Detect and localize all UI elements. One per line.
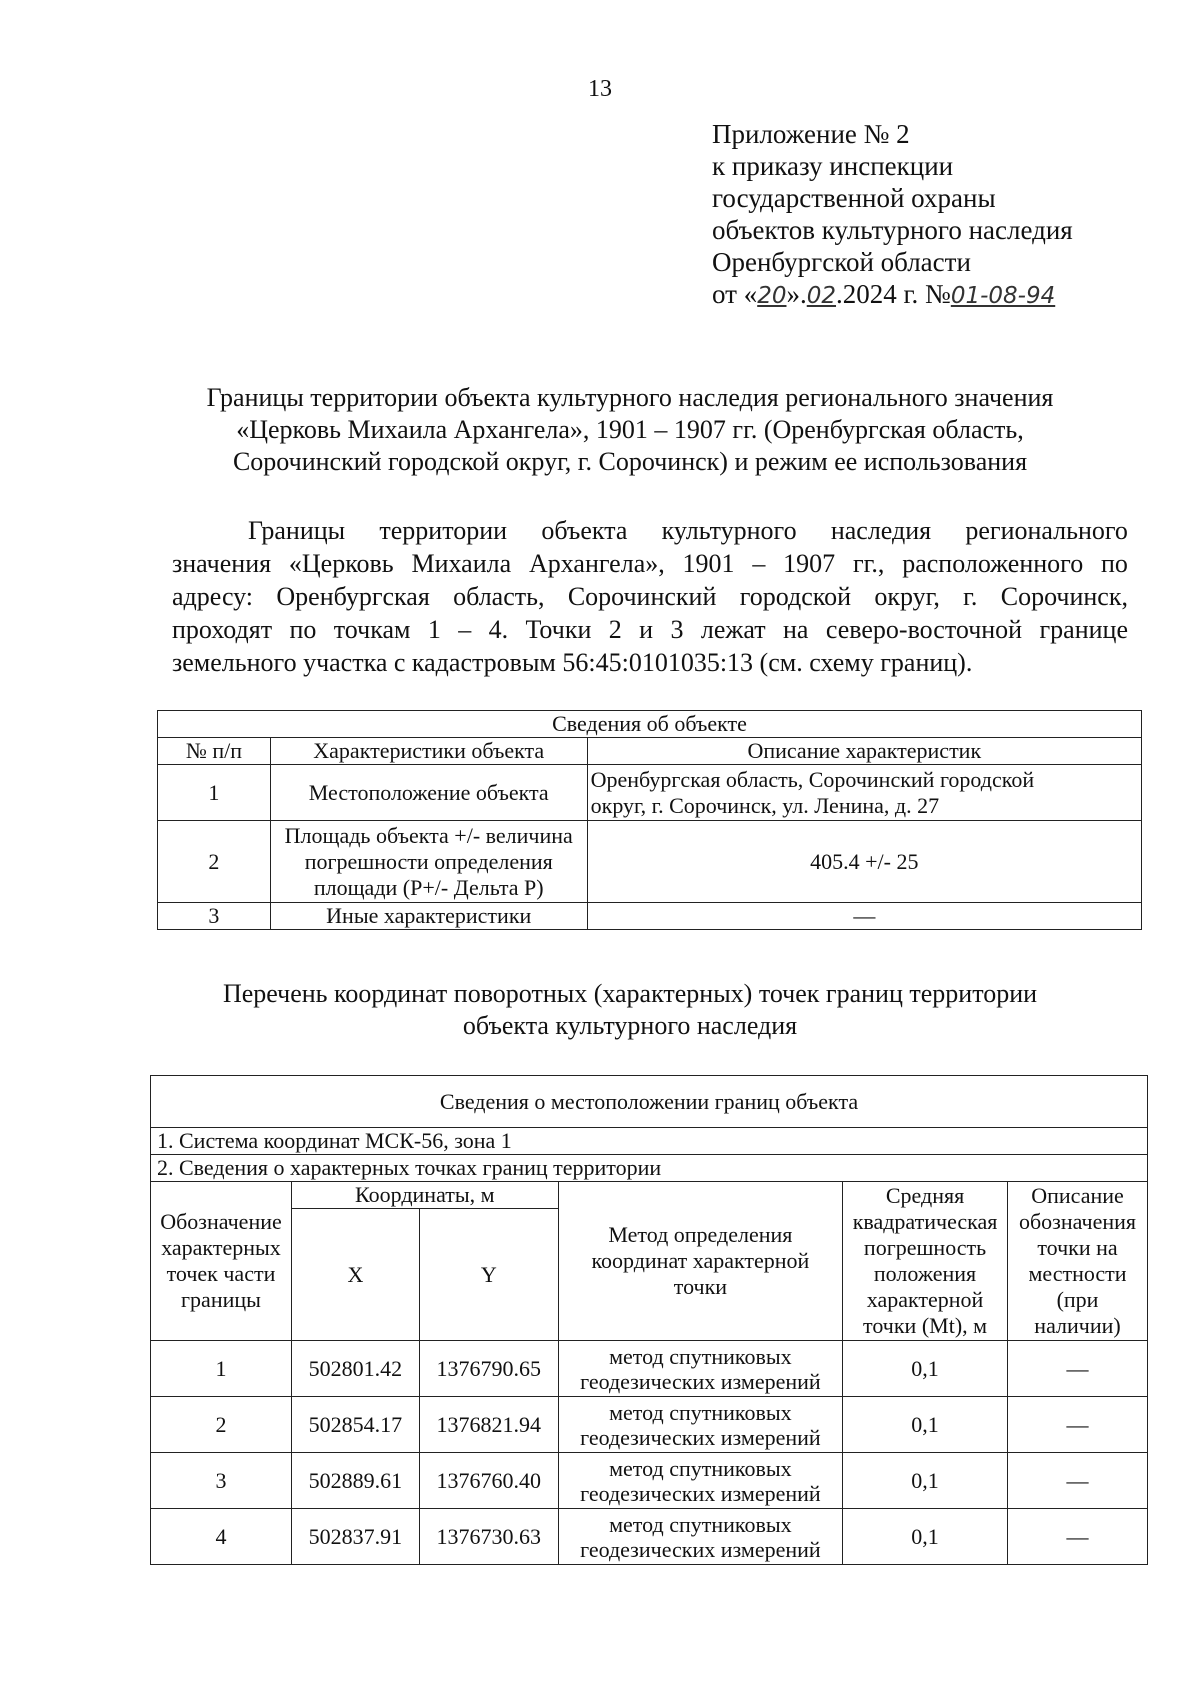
paragraph-word: территории bbox=[379, 516, 508, 545]
header-line: Метод определения bbox=[608, 1222, 793, 1247]
paragraph-word: округ, bbox=[874, 582, 940, 611]
header-line: Обозначение bbox=[160, 1209, 282, 1234]
paragraph-word: Михаила bbox=[411, 549, 512, 578]
column-header-designation bbox=[151, 1182, 292, 1341]
paragraph-line bbox=[172, 613, 1128, 646]
paragraph-word: проходят bbox=[172, 615, 273, 644]
paragraph-word: объекта bbox=[541, 516, 628, 545]
paragraph-word: Границы bbox=[248, 516, 346, 545]
header-line: Описание bbox=[1031, 1183, 1124, 1208]
appendix-date-line bbox=[712, 278, 1073, 312]
header-line: Средняя bbox=[885, 1183, 965, 1208]
method-line: метод спутниковых bbox=[609, 1343, 792, 1369]
point-method bbox=[558, 1341, 842, 1397]
method-line: метод спутниковых bbox=[609, 1399, 792, 1425]
column-header-method bbox=[558, 1182, 842, 1341]
paragraph-word: северо-восточной bbox=[825, 615, 1023, 644]
paragraph-word: 1907 bbox=[783, 549, 836, 578]
paragraph-word: наследия bbox=[830, 516, 932, 545]
paragraph-line bbox=[172, 580, 1128, 613]
coordinate-system-row: 1. Система координат МСК-56, зона 1 bbox=[151, 1128, 1148, 1155]
method-line: метод спутниковых bbox=[609, 1455, 792, 1481]
coordinates-table-caption: Сведения о местоположении границ объекта bbox=[151, 1076, 1148, 1128]
heading-line: объекта культурного наследия bbox=[462, 1011, 798, 1040]
row-characteristic: Местоположение объекта bbox=[270, 765, 587, 821]
description-line: Оренбургская область, Сорочинский городской bbox=[590, 766, 1035, 792]
paragraph-word: Точки bbox=[525, 615, 592, 644]
header-line: обозначения bbox=[1018, 1209, 1137, 1234]
point-error: 0,1 bbox=[843, 1397, 1008, 1453]
method-line: геодезических измерений bbox=[580, 1536, 821, 1562]
paragraph-line bbox=[172, 547, 1128, 580]
paragraph-word: по bbox=[1101, 549, 1128, 578]
method-line: геодезических измерений bbox=[580, 1424, 821, 1450]
characteristic-line: площади (P+/- Дельта P) bbox=[313, 874, 544, 900]
handwritten-order-number: 01-08-94 bbox=[950, 283, 1056, 309]
handwritten-day: 20 bbox=[757, 283, 787, 309]
paragraph-word: область, bbox=[453, 582, 545, 611]
paragraph-word: границе bbox=[1039, 615, 1128, 644]
paragraph-word: на bbox=[782, 615, 809, 644]
row-number: 2 bbox=[158, 821, 271, 903]
column-header-error bbox=[843, 1182, 1008, 1341]
column-header-description: Описание характеристик bbox=[587, 738, 1141, 765]
paragraph-word: и bbox=[639, 615, 654, 644]
row-description: — bbox=[587, 903, 1141, 930]
paragraph-word: 1 bbox=[427, 615, 441, 644]
header-line: границы bbox=[181, 1287, 261, 1312]
coordinates-table bbox=[150, 1075, 1148, 1565]
heading-line: Перечень координат поворотных (характерных) точек границ территории bbox=[222, 979, 1038, 1008]
paragraph-word: Архангела», bbox=[528, 549, 665, 578]
point-y: 1376790.65 bbox=[419, 1341, 558, 1397]
point-number: 2 bbox=[151, 1397, 292, 1453]
page-number: 13 bbox=[588, 76, 612, 102]
point-method bbox=[558, 1397, 842, 1453]
point-number: 4 bbox=[151, 1509, 292, 1565]
paragraph-word: культурного bbox=[661, 516, 797, 545]
header-line: координат характерной bbox=[591, 1248, 810, 1273]
appendix-line: к приказу инспекции bbox=[712, 151, 954, 181]
point-description: — bbox=[1008, 1397, 1148, 1453]
column-header-number: № п/п bbox=[158, 738, 271, 765]
paragraph-word: лежат bbox=[700, 615, 766, 644]
paragraph-word: точкам bbox=[333, 615, 411, 644]
row-description bbox=[587, 765, 1141, 821]
header-line: квадратическая bbox=[852, 1209, 998, 1234]
paragraph-word: 1901 bbox=[682, 549, 735, 578]
header-line: (при bbox=[1056, 1287, 1099, 1312]
header-line: точек части bbox=[166, 1261, 276, 1286]
table-row bbox=[158, 821, 1142, 903]
date-year: .2024 г. № bbox=[836, 279, 951, 309]
paragraph-word: г. bbox=[963, 582, 978, 611]
column-header-characteristic: Характеристики объекта bbox=[270, 738, 587, 765]
table-row bbox=[151, 1341, 1148, 1397]
paragraph-word: Оренбургская bbox=[276, 582, 430, 611]
header-line: наличии) bbox=[1034, 1313, 1121, 1338]
point-description: — bbox=[1008, 1509, 1148, 1565]
row-number: 1 bbox=[158, 765, 271, 821]
point-error: 0,1 bbox=[843, 1341, 1008, 1397]
paragraph-word: 2 bbox=[608, 615, 622, 644]
column-header-y: Y bbox=[419, 1209, 558, 1341]
row-characteristic bbox=[270, 821, 587, 903]
column-header-x: X bbox=[291, 1209, 419, 1341]
title-line: Границы территории объекта культурного наследия регионального значения bbox=[206, 383, 1054, 412]
appendix-line: государственной охраны bbox=[712, 183, 996, 213]
header-line: положения bbox=[873, 1261, 977, 1286]
paragraph-word: Сорочинск, bbox=[1000, 582, 1128, 611]
point-y: 1376821.94 bbox=[419, 1397, 558, 1453]
header-line: точки bbox=[673, 1274, 728, 1299]
paragraph-word: адресу: bbox=[172, 582, 254, 611]
points-section-row: 2. Сведения о характерных точках границ территории bbox=[151, 1155, 1148, 1182]
table-row bbox=[151, 1509, 1148, 1565]
column-header-point-description bbox=[1008, 1182, 1148, 1341]
header-line: местности bbox=[1028, 1261, 1127, 1286]
point-y: 1376760.40 bbox=[419, 1453, 558, 1509]
paragraph-line bbox=[172, 514, 1128, 547]
point-method bbox=[558, 1509, 842, 1565]
title-line: Сорочинский городской округ, г. Сорочинск) и режим ее использования bbox=[232, 447, 1028, 476]
title-line: «Церковь Михаила Архангела», 1901 – 1907 гг. (Оренбургская область, bbox=[236, 415, 1024, 444]
document-title bbox=[150, 382, 1110, 478]
paragraph-word: – bbox=[752, 549, 766, 578]
point-error: 0,1 bbox=[843, 1509, 1008, 1565]
paragraph-line: земельного участка с кадастровым 56:45:0101035:13 (см. схему границ). bbox=[172, 648, 973, 677]
row-number: 3 bbox=[158, 903, 271, 930]
coordinates-heading bbox=[150, 978, 1110, 1042]
point-method bbox=[558, 1453, 842, 1509]
column-header-coordinates: Координаты, м bbox=[291, 1182, 558, 1209]
date-mid: ». bbox=[786, 279, 807, 309]
point-x: 502837.91 bbox=[291, 1509, 419, 1565]
boundary-paragraph bbox=[172, 514, 1128, 679]
date-prefix: от « bbox=[712, 279, 758, 309]
appendix-line: объектов культурного наследия bbox=[712, 215, 1073, 245]
appendix-line: Приложение № 2 bbox=[712, 119, 910, 149]
table-row bbox=[158, 765, 1142, 821]
point-x: 502889.61 bbox=[291, 1453, 419, 1509]
object-table-caption: Сведения об объекте bbox=[158, 711, 1142, 738]
paragraph-word: значения bbox=[172, 549, 272, 578]
handwritten-month: 02 bbox=[806, 283, 837, 309]
paragraph-word: 3 bbox=[670, 615, 684, 644]
table-row bbox=[151, 1453, 1148, 1509]
paragraph-word: по bbox=[289, 615, 317, 644]
appendix-block bbox=[712, 118, 1073, 312]
paragraph-word: расположенного bbox=[902, 549, 1084, 578]
appendix-line: Оренбургской области bbox=[712, 247, 971, 277]
paragraph-word: 4. bbox=[488, 615, 509, 644]
characteristic-line: погрешности определения bbox=[304, 848, 553, 874]
description-line: округ, г. Сорочинск, ул. Ленина, д. 27 bbox=[590, 792, 940, 818]
header-line: погрешность bbox=[863, 1235, 987, 1260]
row-description: 405.4 +/- 25 bbox=[587, 821, 1141, 903]
paragraph-word: городской bbox=[739, 582, 851, 611]
paragraph-word: Сорочинский bbox=[567, 582, 717, 611]
point-y: 1376730.63 bbox=[419, 1509, 558, 1565]
header-line: точки на bbox=[1037, 1235, 1118, 1260]
table-row bbox=[151, 1397, 1148, 1453]
paragraph-word: регионального bbox=[965, 516, 1128, 545]
object-info-table bbox=[157, 710, 1142, 930]
table-row bbox=[158, 903, 1142, 930]
characteristic-line: Площадь объекта +/- величина bbox=[284, 822, 573, 848]
point-number: 3 bbox=[151, 1453, 292, 1509]
method-line: метод спутниковых bbox=[609, 1511, 792, 1537]
point-description: — bbox=[1008, 1341, 1148, 1397]
paragraph-word: – bbox=[458, 615, 472, 644]
header-line: характерной bbox=[866, 1287, 984, 1312]
header-line: характерных bbox=[161, 1235, 281, 1260]
point-error: 0,1 bbox=[843, 1453, 1008, 1509]
row-characteristic: Иные характеристики bbox=[270, 903, 587, 930]
paragraph-word: «Церковь bbox=[288, 549, 394, 578]
method-line: геодезических измерений bbox=[580, 1368, 821, 1394]
point-x: 502854.17 bbox=[291, 1397, 419, 1453]
point-x: 502801.42 bbox=[291, 1341, 419, 1397]
paragraph-word: гг., bbox=[852, 549, 885, 578]
point-number: 1 bbox=[151, 1341, 292, 1397]
header-line: точки (Mt), м bbox=[863, 1313, 988, 1338]
method-line: геодезических измерений bbox=[580, 1480, 821, 1506]
point-description: — bbox=[1008, 1453, 1148, 1509]
